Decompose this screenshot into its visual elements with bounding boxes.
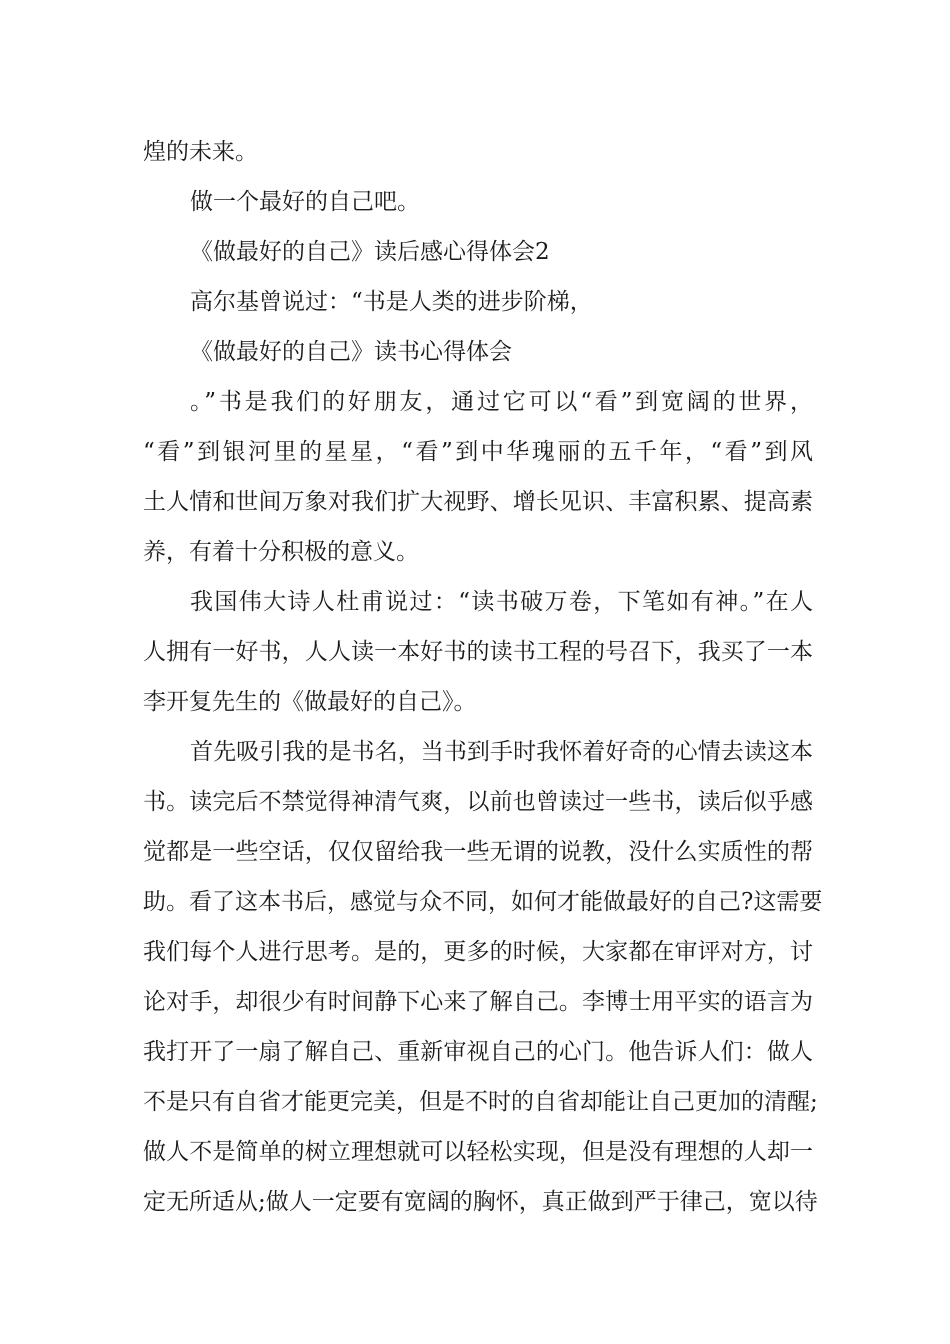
text-line-18: 论对手，却很少有时间静下心来了解自己。李博士用平实的语言为	[143, 989, 813, 1015]
text-line-1: 煌的未来。	[143, 139, 258, 165]
text-line-14: 书。读完后不禁觉得神清气爽，以前也曾读过一些书，读后似乎感	[143, 789, 813, 815]
text-line-17: 我们每个人进行思考。是的，更多的时候，大家都在审评对方，讨	[143, 939, 813, 965]
text-line-19: 我打开了一扇了解自己、重新审视自己的心门。他告诉人们：做人	[143, 1039, 813, 1065]
text-line-12: 李开复先生的《做最好的自己》。	[143, 689, 477, 715]
text-line-8: 土人情和世间万象对我们扩大视野、增长见识、丰富积累、提高素	[143, 489, 813, 515]
text-line-11: 人拥有一好书，人人读一本好书的读书工程的号召下，我买了一本	[143, 639, 813, 665]
text-line-20: 不是只有自省才能更完美，但是不时的自省却能让自己更加的清醒;	[143, 1089, 818, 1115]
text-line-15: 觉都是一些空话，仅仅留给我一些无谓的说教，没什么实质性的帮	[143, 839, 813, 865]
text-line-2: 做一个最好的自己吧。	[190, 189, 420, 215]
text-line-16: 助。看了这本书后，感觉与众不同，如何才能做最好的自己?这需要	[143, 889, 823, 915]
text-line-22: 定无所适从;做人一定要有宽阔的胸怀，真正做到严于律己，宽以待	[143, 1189, 818, 1215]
text-line-5: 《做最好的自己》读书心得体会	[190, 339, 512, 365]
text-line-13: 首先吸引我的是书名，当书到手时我怀着好奇的心情去读这本	[190, 739, 813, 765]
text-line-7: “看”到银河里的星星，“看”到中华瑰丽的五千年，“看”到风	[143, 439, 813, 465]
text-line-21: 做人不是简单的树立理想就可以轻松实现，但是没有理想的人却一	[143, 1139, 813, 1165]
text-line-9: 养，有着十分积极的意义。	[143, 539, 419, 565]
text-line-4: 高尔基曾说过：“书是人类的进步阶梯，	[190, 289, 593, 315]
text-line-6: 。”书是我们的好朋友，通过它可以“看”到宽阔的世界，	[190, 389, 813, 415]
text-line-10: 我国伟大诗人杜甫说过：“读书破万卷，下笔如有神。”在人	[190, 589, 813, 615]
text-line-3: 《做最好的自己》读后感心得体会2	[190, 239, 550, 265]
